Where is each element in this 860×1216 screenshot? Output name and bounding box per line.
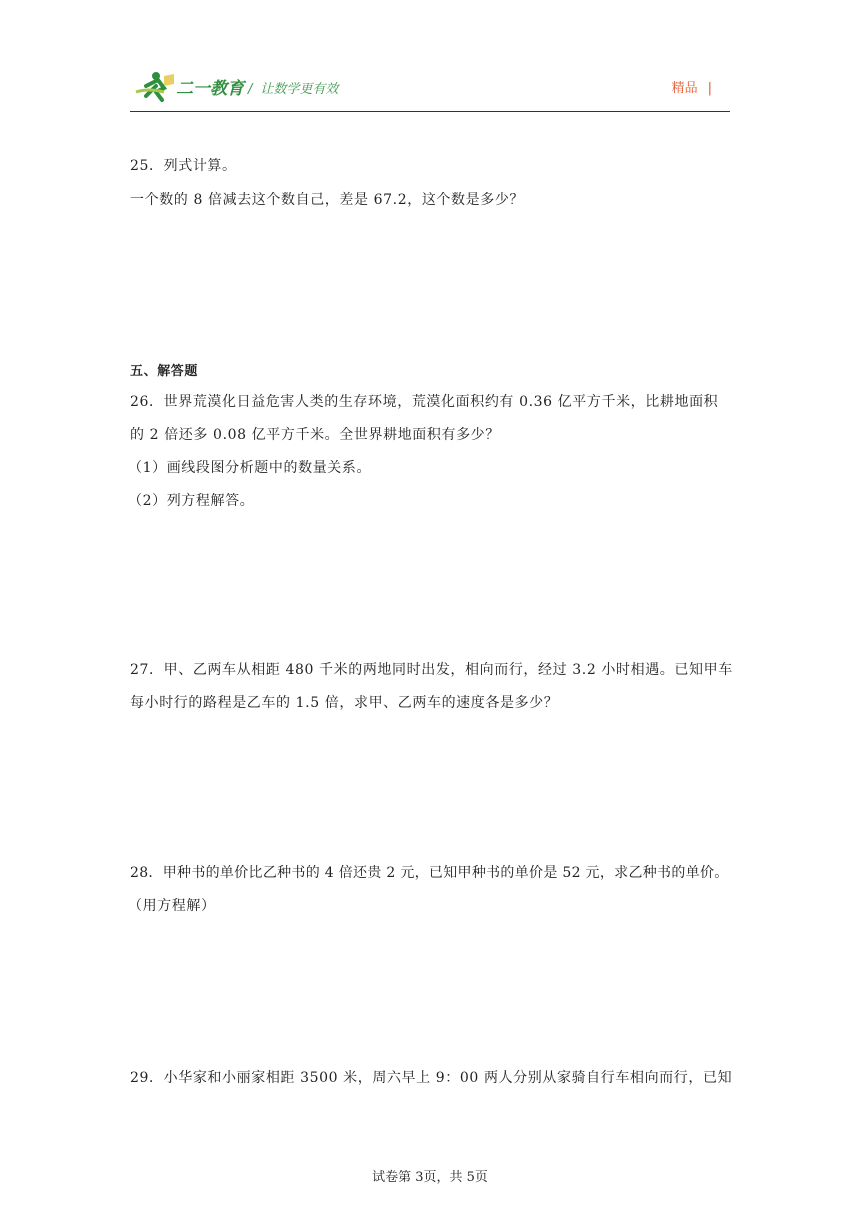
section-title: 五、解答题 bbox=[130, 364, 199, 379]
header-divider bbox=[130, 111, 730, 112]
page-footer: 试卷第 3页，共 5页 bbox=[372, 1170, 488, 1185]
badge-bar: | bbox=[707, 81, 712, 96]
q27-text-line1: 27．甲、乙两车从相距 480 千米的两地同时出发，相向而行，经过 3.2 小时相遇。已知甲车 bbox=[130, 662, 733, 678]
slogan bbox=[248, 78, 338, 97]
q26-subquestion-2: （2）列方程解答。 bbox=[128, 493, 255, 509]
q25-text: 一个数的 8 倍减去这个数自己，差是 67.2，这个数是多少？ bbox=[130, 192, 525, 208]
q26-text-line1: 26．世界荒漠化日益危害人类的生存环境，荒漠化面积约有 0.36 亿平方千米，比耕地面积 bbox=[130, 394, 719, 410]
q27-text-line2: 每小时行的路程是乙车的 1.5 倍，求甲、乙两车的速度各是多少？ bbox=[130, 695, 559, 711]
slogan-separator: / bbox=[248, 82, 253, 97]
q29-text-line1: 29．小华家和小丽家相距 3500 米，周六早上 9：00 两人分别从家骑自行车相向而行，已知 bbox=[130, 1070, 733, 1086]
slogan-text: 让数学更有效 bbox=[260, 82, 339, 97]
page-header bbox=[130, 66, 730, 110]
q26-subquestion-1: （1）画线段图分析题中的数量关系。 bbox=[128, 460, 372, 476]
q28-text-line2: （用方程解） bbox=[128, 898, 216, 914]
quality-badge bbox=[672, 77, 712, 96]
q26-text-line2: 的 2 倍还多 0.08 亿平方千米。全世界耕地面积有多少？ bbox=[130, 427, 500, 443]
q25-title: 25．列式计算。 bbox=[130, 158, 237, 174]
q28-text-line1: 28．甲种书的单价比乙种书的 4 倍还贵 2 元，已知甲种书的单价是 52 元，求乙种书的单价。 bbox=[130, 865, 729, 881]
badge-label: 精品 bbox=[671, 81, 698, 96]
logo-text: 二一教育 bbox=[176, 79, 244, 99]
logo bbox=[134, 70, 254, 102]
